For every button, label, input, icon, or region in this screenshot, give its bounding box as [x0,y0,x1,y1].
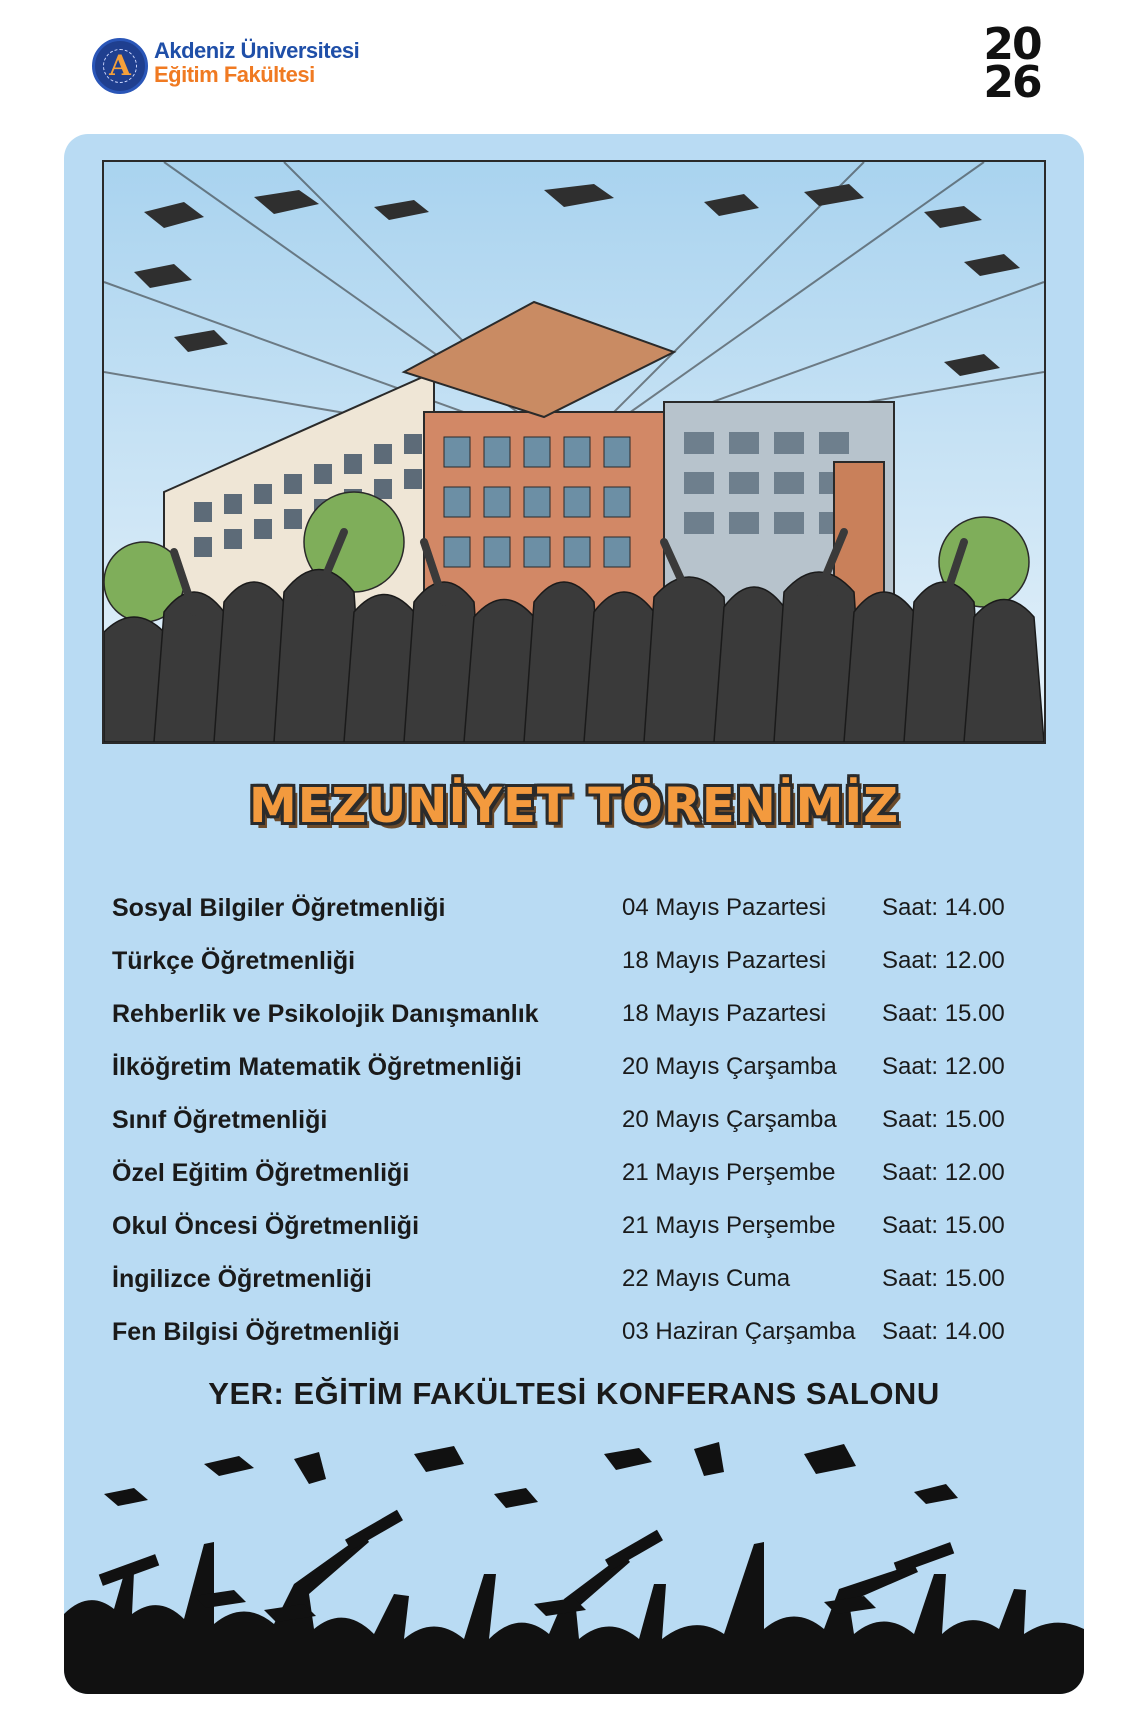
ceremony-schedule [112,894,1052,1371]
ceremony-date: 21 Mayıs Perşembe [622,1212,836,1239]
graduation-illustration [102,160,1046,744]
ceremony-date: 18 Mayıs Pazartesi [622,947,827,974]
department-name: İlköğretim Matematik Öğretmenliği [112,1053,522,1081]
logo-letter: A [109,49,131,82]
year-top: 20 [983,19,1041,70]
ceremony-date: 20 Mayıs Çarşamba [622,1053,837,1080]
department-name: Sosyal Bilgiler Öğretmenliği [112,894,446,922]
schedule-row [112,1265,1052,1318]
page-title: MEZUNİYET TÖRENİMİZ [248,778,900,834]
schedule-row [112,1212,1052,1265]
poster-card [64,134,1084,1694]
schedule-row [112,1159,1052,1212]
university-name: Akdeniz Üniversitesi [154,38,360,63]
department-name: Okul Öncesi Öğretmenliği [112,1212,420,1240]
year-bottom: 26 [983,57,1041,108]
ceremony-time: Saat: 15.00 [882,1212,1005,1239]
department-name: Türkçe Öğretmenliği [112,947,356,975]
ceremony-date: 04 Mayıs Pazartesi [622,894,827,921]
ceremony-date: 20 Mayıs Çarşamba [622,1106,837,1133]
ceremony-date: 03 Haziran Çarşamba [622,1318,856,1345]
ceremony-date: 21 Mayıs Perşembe [622,1159,836,1186]
schedule-row [112,947,1052,1000]
illustration-image [104,162,1044,742]
ceremony-time: Saat: 15.00 [882,1265,1005,1292]
graduate-silhouettes [64,1424,1084,1694]
ceremony-time: Saat: 12.00 [882,1053,1005,1080]
department-name: Sınıf Öğretmenliği [112,1106,328,1134]
ceremony-date: 22 Mayıs Cuma [622,1265,791,1292]
faculty-name: Eğitim Fakültesi [154,62,315,87]
ceremony-time: Saat: 14.00 [882,1318,1005,1345]
university-logo [92,38,148,94]
schedule-row [112,1318,1052,1371]
ceremony-time: Saat: 15.00 [882,1000,1005,1027]
department-name: Rehberlik ve Psikolojik Danışmanlık [112,1000,539,1028]
schedule-row [112,894,1052,947]
schedule-row [112,1000,1052,1053]
year-badge [972,19,1052,108]
ceremony-time: Saat: 12.00 [882,947,1005,974]
ceremony-time: Saat: 14.00 [882,894,1005,921]
schedule-row [112,1053,1052,1106]
department-name: Özel Eğitim Öğretmenliği [112,1159,410,1187]
department-name: Fen Bilgisi Öğretmenliği [112,1318,400,1346]
venue-text: YER: EĞİTİM FAKÜLTESİ KONFERANS SALONU [208,1376,940,1411]
ceremony-date: 18 Mayıs Pazartesi [622,1000,827,1027]
department-name: İngilizce Öğretmenliği [112,1265,372,1293]
ceremony-time: Saat: 12.00 [882,1159,1005,1186]
ceremony-time: Saat: 15.00 [882,1106,1005,1133]
schedule-row [112,1106,1052,1159]
